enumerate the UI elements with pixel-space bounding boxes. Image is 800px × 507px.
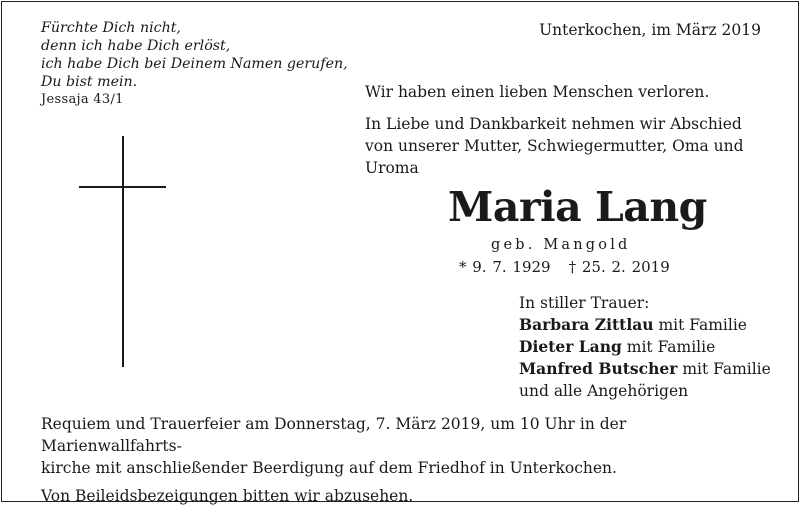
- cross-vertical-bar: [122, 136, 124, 367]
- lead-farewell-line: In Liebe und Dankbarkeit nehmen wir Abschied: [365, 115, 742, 133]
- mourner-entry: [519, 314, 771, 336]
- maiden-name: geb. Mangold: [491, 237, 631, 253]
- mourner-name: Barbara Zittlau: [519, 315, 654, 334]
- mourner-suffix: mit Familie: [677, 360, 771, 378]
- verse-line: Fürchte Dich nicht,: [41, 20, 181, 36]
- verse-line: ich habe Dich bei Deinem Namen gerufen,: [41, 56, 348, 72]
- mourner-suffix: mit Familie: [621, 338, 716, 356]
- deceased-name: Maria Lang: [448, 183, 707, 231]
- lead-intro: Wir haben einen lieben Menschen verloren.: [365, 83, 710, 101]
- birth-date: * 9. 7. 1929: [459, 258, 551, 276]
- death-date: † 25. 2. 2019: [568, 258, 670, 276]
- mourner-name: Dieter Lang: [519, 337, 622, 356]
- service-line: kirche mit anschließender Beerdigung auf dem Friedhof in Unterkochen.: [41, 459, 617, 477]
- mourner-name: Manfred Butscher: [519, 359, 678, 378]
- condolence-note: Von Beileidsbezeigungen bitten wir abzusehen.: [41, 487, 414, 505]
- mourner-suffix: mit Familie: [653, 316, 747, 334]
- mourners-block: [519, 292, 771, 402]
- verse-line: denn ich habe Dich erlöst,: [41, 38, 231, 54]
- mourners-closing: und alle Angehörigen: [519, 382, 689, 400]
- mourner-entry: [519, 336, 771, 358]
- lead-farewell-line: Uroma: [365, 159, 419, 177]
- mourner-entry: [519, 358, 771, 380]
- verse-reference: Jessaja 43/1: [41, 92, 124, 107]
- cross-horizontal-bar: [79, 186, 166, 188]
- bible-verse: [41, 19, 348, 109]
- verse-line: Du bist mein.: [41, 74, 138, 90]
- service-info: [41, 413, 771, 507]
- lead-text: [365, 81, 765, 179]
- service-line: Requiem und Trauerfeier am Donnerstag, 7. März 2019, um 10 Uhr in der Marienwallfahrts-: [41, 415, 627, 455]
- mourners-heading: In stiller Trauer:: [519, 294, 650, 312]
- obituary-notice: [1, 1, 799, 505]
- life-dates: [459, 258, 670, 276]
- lead-farewell-line: von unserer Mutter, Schwiegermutter, Oma und: [365, 137, 744, 155]
- place-date: Unterkochen, im März 2019: [539, 21, 761, 39]
